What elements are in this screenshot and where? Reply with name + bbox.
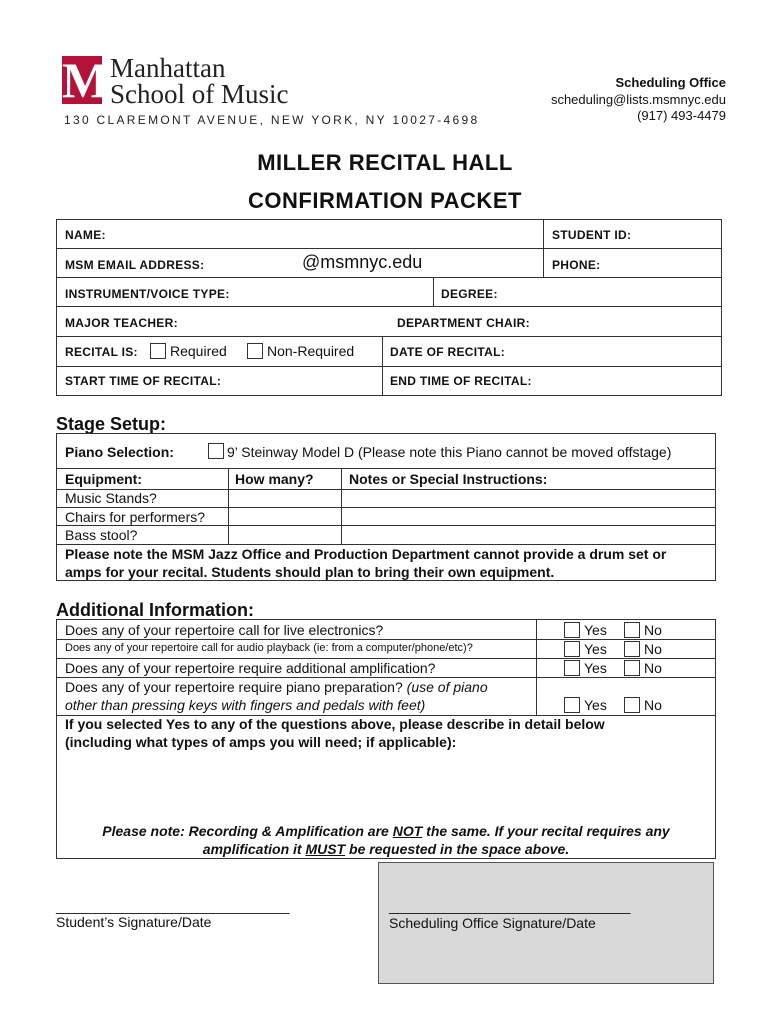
question-piano-prep-note2: other than pressing keys with fingers and pedals with feet) — [65, 697, 426, 713]
contact-email: scheduling@lists.msmnyc.edu — [550, 92, 726, 107]
student-info-form — [56, 219, 722, 396]
question-piano-prep-note: (use of piano — [406, 679, 488, 695]
q2-no-checkbox[interactable] — [624, 641, 640, 657]
recording-note-a: Please note: Recording & Amplification are — [102, 823, 393, 839]
q4-no-checkbox[interactable] — [624, 697, 640, 713]
piano-selection-label: Piano Selection: — [65, 444, 174, 460]
detail-instructions-line2: (including what types of amps you will need; if applicable): — [65, 734, 457, 750]
q4-yes-checkbox[interactable] — [564, 697, 580, 713]
non-required-label: Non-Required — [267, 343, 355, 359]
name-label: NAME: — [65, 228, 106, 242]
office-signature-label: Scheduling Office Signature/Date — [389, 915, 596, 931]
equipment-header: Equipment: — [65, 471, 142, 487]
contact-office: Scheduling Office — [615, 75, 726, 90]
stage-note-line1: Please note the MSM Jazz Office and Production Department cannot provide a drum set or — [65, 546, 667, 562]
recording-note-line1 — [57, 823, 715, 839]
title-line1: MILLER RECITAL HALL — [257, 150, 513, 175]
how-many-header: How many? — [235, 471, 314, 487]
equipment-music-stands: Music Stands? — [65, 490, 157, 506]
recording-note-not: NOT — [392, 823, 423, 839]
office-signature-box — [378, 862, 714, 984]
student-signature-line[interactable]: ______________________________ — [56, 898, 290, 914]
student-signature-label: Student’s Signature/Date — [56, 914, 212, 930]
notes-header: Notes or Special Instructions: — [349, 471, 548, 487]
recording-note-b: the same. If your recital requires any — [422, 823, 670, 839]
piano-checkbox[interactable] — [208, 443, 224, 459]
q3-no-checkbox[interactable] — [624, 660, 640, 676]
start-time-label: START TIME OF RECITAL: — [65, 374, 222, 388]
student-id-label: STUDENT ID: — [552, 228, 632, 242]
q2-yes-label: Yes — [584, 641, 607, 657]
q3-yes-checkbox[interactable] — [564, 660, 580, 676]
required-checkbox[interactable] — [150, 343, 166, 359]
logo-name-line2: School of Music — [110, 79, 289, 109]
equipment-bass-stool: Bass stool? — [65, 527, 138, 543]
q1-yes-label: Yes — [584, 622, 607, 638]
q2-yes-checkbox[interactable] — [564, 641, 580, 657]
q4-yes-label: Yes — [584, 697, 607, 713]
instrument-label: INSTRUMENT/VOICE TYPE: — [65, 287, 230, 301]
detail-textarea[interactable] — [57, 760, 715, 818]
question-live-electronics: Does any of your repertoire call for live electronics? — [65, 622, 384, 638]
question-piano-prep-text: Does any of your repertoire require piano preparation? — [65, 679, 403, 695]
q1-no-label: No — [644, 622, 662, 638]
q3-yes-label: Yes — [584, 660, 607, 676]
recording-note-line2 — [57, 841, 715, 857]
question-piano-prep — [65, 679, 488, 695]
q1-yes-checkbox[interactable] — [564, 622, 580, 638]
date-of-recital-label: DATE OF RECITAL: — [390, 345, 506, 359]
end-time-label: END TIME OF RECITAL: — [390, 374, 532, 388]
office-signature-line: _______________________________ — [389, 898, 631, 914]
recording-note-c: amplification it — [202, 841, 306, 857]
question-amplification: Does any of your repertoire require additional amplification? — [65, 660, 436, 676]
title-line2: CONFIRMATION PACKET — [248, 188, 522, 213]
q3-no-label: No — [644, 660, 662, 676]
non-required-checkbox[interactable] — [247, 343, 263, 359]
school-address: 130 CLAREMONT AVENUE, NEW YORK, NY 10027-4698 — [64, 113, 480, 127]
additional-info-heading: Additional Information: — [56, 600, 254, 620]
logo-name-line1: Manhattan — [110, 53, 226, 83]
email-label: MSM EMAIL ADDRESS: — [65, 258, 205, 272]
degree-label: DEGREE: — [441, 287, 498, 301]
q2-no-label: No — [644, 641, 662, 657]
department-chair-label: DEPARTMENT CHAIR: — [397, 316, 530, 330]
stage-setup-table — [56, 433, 716, 581]
recording-note-d: be requested in the space above. — [345, 841, 570, 857]
additional-info-table — [56, 619, 716, 859]
school-logo-mark: M — [62, 52, 110, 108]
question-audio-playback: Does any of your repertoire call for audio playback (ie: from a computer/phone/etc)? — [65, 642, 473, 654]
required-label: Required — [170, 343, 227, 359]
major-teacher-label: MAJOR TEACHER: — [65, 316, 178, 330]
q1-no-checkbox[interactable] — [624, 622, 640, 638]
piano-option-label: 9’ Steinway Model D (Please note this Piano cannot be moved offstage) — [227, 444, 672, 460]
phone-label: PHONE: — [552, 258, 601, 272]
equipment-chairs: Chairs for performers? — [65, 509, 206, 525]
stage-note-line2: amps for your recital. Students should plan to bring their own equipment. — [65, 564, 555, 580]
q4-no-label: No — [644, 697, 662, 713]
email-domain[interactable]: @msmnyc.edu — [302, 252, 423, 272]
recording-note-must: MUST — [305, 841, 346, 857]
recital-is-label: RECITAL IS: — [65, 345, 138, 359]
stage-setup-heading: Stage Setup: — [56, 414, 167, 434]
contact-phone: (917) 493-4479 — [637, 108, 726, 123]
detail-instructions-line1: If you selected Yes to any of the questions above, please describe in detail below — [65, 716, 605, 732]
